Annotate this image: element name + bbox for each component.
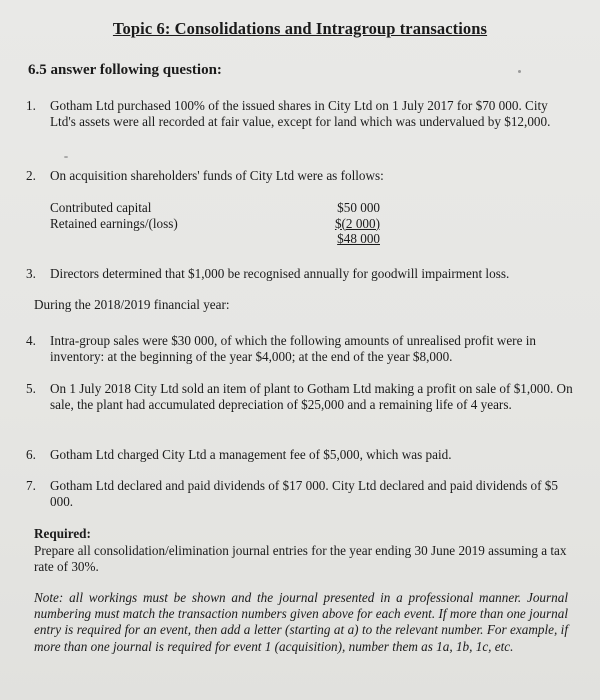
item-number: 1. (26, 98, 36, 113)
question-item-4 (26, 333, 574, 364)
question-item-7 (26, 478, 574, 509)
item-number: 3. (26, 266, 36, 281)
item-text: On 1 July 2018 City Ltd sold an item of plant to Gotham Ltd making a profit on sale of $1,000. On sale, the plant had accumulated depreciation of $25,000 and a remaining life of 4 years. (50, 381, 573, 412)
item-text: Intra-group sales were $30 000, of which the following amounts of unrealised profit were in inventory: at the beginning of the year $4,000; at the end of the year $8,000. (50, 333, 536, 364)
item-number: 4. (26, 333, 36, 348)
funds-label: Retained earnings/(loss) (50, 215, 178, 231)
during-year-text: During the 2018/2019 financial year: (34, 297, 230, 312)
item-text: On acquisition shareholders' funds of City Ltd were as follows: (50, 168, 384, 183)
item-number: 7. (26, 478, 36, 493)
item-number: 6. (26, 447, 36, 462)
required-text: Prepare all consolidation/elimination journal entries for the year ending 30 June 2019 assuming a tax rate of 30%. (34, 543, 567, 574)
question-item-1 (26, 98, 574, 129)
item-text: Gotham Ltd purchased 100% of the issued shares in City Ltd on 1 July 2017 for $70 000. City Ltd's assets were all recorded at fair value, except for land which was undervalued by $12,000. (50, 98, 551, 129)
section-heading: 6.5 answer following question: (28, 62, 222, 78)
item-text: Directors determined that $1,000 be recognised annually for goodwill impairment loss. (50, 266, 510, 281)
scan-speck (518, 70, 521, 73)
funds-total-row (50, 231, 380, 247)
item-number: 2. (26, 168, 36, 183)
item-text: Gotham Ltd declared and paid dividends of $17 000. City Ltd declared and paid dividends of $5 000. (50, 478, 558, 509)
question-item-5 (26, 381, 574, 412)
funds-label: Contributed capital (50, 200, 152, 215)
funds-row (50, 216, 380, 232)
required-label: Required: (34, 526, 91, 541)
funds-amount: $50 000 (337, 200, 380, 215)
item-text: Gotham Ltd charged City Ltd a management fee of $5,000, which was paid. (50, 447, 452, 462)
item-number: 5. (26, 381, 36, 396)
document-title: Topic 6: Consolidations and Intragroup transactions (112, 19, 488, 38)
funds-row (50, 200, 380, 216)
scan-speck (64, 156, 68, 158)
question-item-2 (26, 168, 574, 184)
note-paragraph: Note: all workings must be shown and the journal presented in a professional manner. Journal numbering must match the transaction numbers given above for each event. If more than one journal entry is required for an event, then add a letter (starting at a) to the relevant number. For example, if more than one journal is required for event 1 (acquisition), number them as 1a, 1b, 1c, etc. (34, 590, 568, 654)
question-item-6 (26, 447, 574, 463)
shareholders-funds-table (50, 200, 380, 247)
funds-amount: $(2 000) (334, 215, 380, 231)
funds-total-amount: $48 000 (337, 231, 380, 246)
question-item-3 (26, 266, 574, 282)
